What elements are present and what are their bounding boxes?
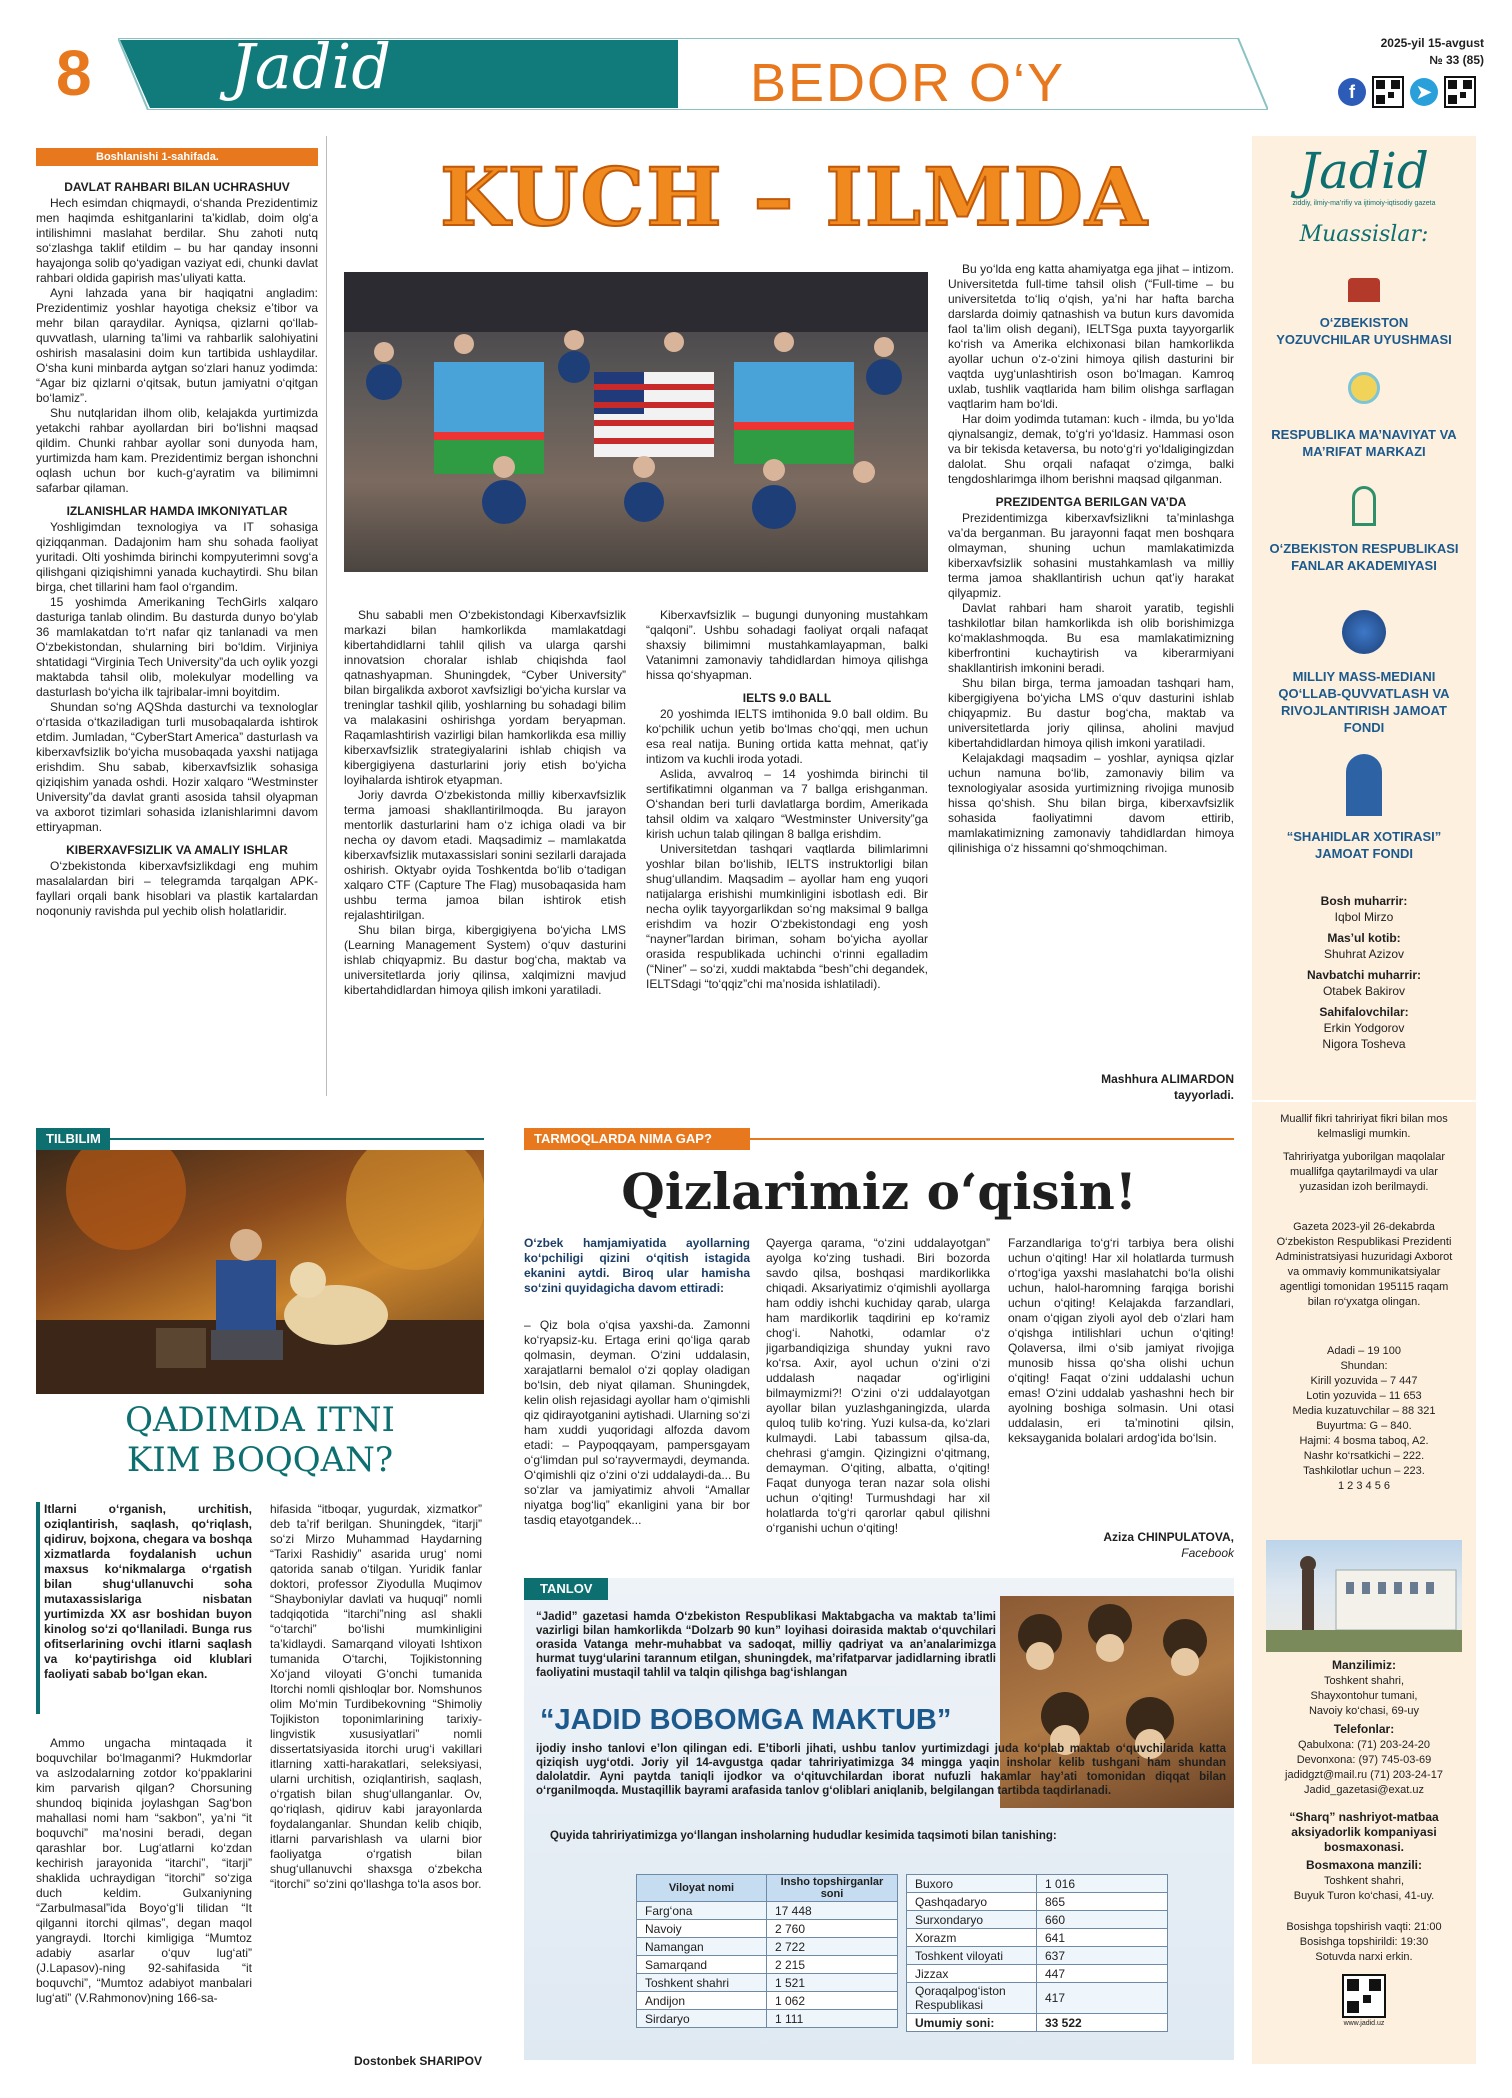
stats-line: Nashr ko‘rsatkichi – 222. bbox=[1303, 1450, 1425, 1462]
printer_addr-line: Buyuk Turon ko‘chasi, 41-uy. bbox=[1293, 1890, 1435, 1902]
tilbilim-photo bbox=[36, 1150, 484, 1394]
qr-code-icon bbox=[1444, 76, 1476, 108]
col-region-header: Viloyat nomi bbox=[637, 1875, 767, 1902]
tanlov-title: “JADID BOBOMGA MAKTUB” bbox=[540, 1704, 952, 1736]
times-line: Sotuvda narxi erkin. bbox=[1315, 1951, 1413, 1963]
address-line: Toshkent shahri, bbox=[1323, 1675, 1405, 1687]
sidebar-divider bbox=[1252, 1100, 1476, 1102]
stats-line: Adadi – 19 100 bbox=[1326, 1345, 1401, 1357]
region-cell: Sirdaryo bbox=[637, 2010, 767, 2028]
times-line: Bosishga topshirish vaqti: 21:00 bbox=[1286, 1921, 1442, 1933]
table-row bbox=[637, 1992, 898, 2010]
stats-line: Lotin yozuvida – 11 653 bbox=[1306, 1390, 1422, 1402]
tilbilim-tag: TILBILIM bbox=[46, 1131, 101, 1146]
website-qr-icon bbox=[1342, 1974, 1386, 2018]
tanlov-table-left bbox=[636, 1874, 898, 2028]
tilbilim-lead: Itlarni o‘rganish, urchitish, oziqlantirish, saqlash, qo‘riqlash, qidiruv, bojxona, chegara va boshqa xizmatlarda foydalanish uchun maxsus ko‘nikmalarga o‘rgatish bilan shug‘ullanuvchi soha mutaxassislariga nisbatan yurtimizda XX asr boshidan buyon kinolog so‘zi qo‘llaniladi. Bunga rus ofitserlarining ovchi itlarni saqlash va ko‘paytirishga oid klublari faoliyati sabab bo‘lgan ekan. bbox=[44, 1502, 252, 1681]
region-cell: Samarqand bbox=[637, 1956, 767, 1974]
count-cell: 1 016 bbox=[1037, 1875, 1168, 1893]
continuation-label: Boshlanishi 1-sahifada. bbox=[36, 148, 318, 166]
region-cell: Surxondaryo bbox=[907, 1911, 1037, 1929]
tanlov-body: ijodiy insho tanlovi e’lon qilingan edi. E’tiborli jihati, ushbu tanlov yurtimizdagi juda ko‘plab maktab o‘quvchilarida katta qiziqish uyg‘otdi. Joriy yil 14-avgustga qadar tahririyatimizga 34 mingga yaqin insholar kelib tushgani ham shundan dalolatdir. Ayni paytda taniqli ijodkor va o‘qituvchilardan iborat nufuzli hakamlar hay’ati tomonidan diqqat bilan o‘rganilmoqda. Mustaqillik bayrami arafasida tanlov g‘oliblari aniqlanib, belgilangan tartibda taqdirlanadi. bbox=[536, 1743, 1226, 1797]
mass-media-fund-emblem bbox=[1342, 610, 1386, 654]
tilbilim-author: Dostonbek SHARIPOV bbox=[353, 2054, 482, 2068]
region-cell: Andijon bbox=[637, 1992, 767, 2010]
tarmoq-lead: O‘zbek hamjamiyatida ayollarning ko‘pchiligi qizini o‘qitish istagida ekanini aytdi. Biroq ular hamisha so‘zini quyidagicha davom ettiradi: bbox=[524, 1236, 750, 1295]
tarmoq-column-2: Qayerga qarama, “o‘zini uddalayotgan” ayolga ko‘zing tushadi. Biri bozorda savdo qilsa, boshqasi mardikorlikka chiqadi. Aksariyatimiz o‘qimishli ayollarga ham oddiy ishchi kuchiday qarab, ularga ham mardikorlik taqdirini ep ko‘ramiz chog‘i. Nahotki, odamlar o‘z jigarbandiqiziga shunday yukni ravo ko‘rsa. Axir, ayol uchun o‘zini o‘zi uddalash naqadar og‘irligini bilmaymizmi?! O‘zini o‘zi uddalayotgan ayollar bilan yuzlashganingizda, ularda quloq tulib ko‘ring. Yuzi kulsa-da, ko‘zlari kulmaydi. Labi tabassum qilsa-da, chehrasi g‘amgin. Qizingizni o‘qitmang, demayman. O‘qiting, albatta, o‘qiting! Faqat dunyoga teran nazar sola olishi uchun o‘qiting! Turmushdagi har xil holatlarda to‘g‘ri qarorlar qabul qilishni o‘rganishi uchun o‘qiting! bbox=[766, 1236, 990, 1535]
lead-marker bbox=[36, 1502, 40, 1714]
paragraph: Yoshligimdan texnologiya va IT sohasiga qiziqqanman. Dadajonim ham shu sohada faoliyat yuritadi. Olti yoshimda birinchi kompyuterimni sovg‘a qilishgani qiziqishimni yanada kuchaytirdi. Shu bilan birga, chet tillarini ham faol o‘rgandim. bbox=[36, 520, 318, 594]
address bbox=[1252, 1674, 1476, 1719]
staff-role: Mas’ul kotib: bbox=[1327, 931, 1401, 945]
region-cell: Namangan bbox=[637, 1938, 767, 1956]
phones-line: Devonxona: (97) 745-03-69 bbox=[1296, 1754, 1432, 1766]
sidebar-logo: Jadid bbox=[1299, 142, 1429, 200]
count-cell: 447 bbox=[1037, 1965, 1168, 1983]
header-logo: Jadid bbox=[230, 30, 392, 103]
count-cell: 637 bbox=[1037, 1947, 1168, 1965]
tanlov-tag: TANLOV bbox=[540, 1581, 593, 1596]
count-cell: 33 522 bbox=[1037, 2014, 1168, 2032]
print-stats bbox=[1252, 1344, 1476, 1494]
table-row bbox=[907, 1911, 1168, 1929]
region-cell: Toshkent viloyati bbox=[907, 1947, 1037, 1965]
founders-label: Muassislar: bbox=[1299, 222, 1429, 247]
page-number: 8 bbox=[56, 37, 92, 109]
tilbilim-column-2: hifasida “itboqar, yugurdak, xizmatkor” deb ta’rif berilgan. Shuningdek, “itarji” so‘zi Mirzo Muhammad Haydarning “Tarixi Rashidiy” asarida urug‘ nomi qatorida sanab o‘tilgan. Yuridik fanlar doktori, professor Ziyodulla Muqimov “Shayboniylar davlati va huquqi” nomli tadqiqotida “itarchi”ning asl shakli “o‘tarchi” bo‘lishi mumkinligini ta’kidlaydi. Samarqand viloyati Ishtixon tumanida O‘tarchi, Tojikistonning Xo‘jand viloyati G‘onchi tumanida Itorchi nomli qishloqlar bor. Nomshunos olim Mo‘min Turdibekovning “Shimoliy Tojikiston toponimlarining tarixiy-lingvistik xususiyatlari” nomli dissertatsiyasida itorchi urug‘i vakillari itlarning xatti-harakatlari, seleksiyasi, ularni urchitish, oziqlantirish, saqlash, o‘rgatish bilan shug‘ullanganlar. Ov, qo‘riqlash, qidiruv kabi jarayonlarda foydalanganlar. Shundan kelib chiqib, itlarni parvarishlash va ularni bior faoliyatga o‘rgatish bilan shug‘ullanuvchi shaxsga o‘zbekcha “itorchi” so‘zini qo‘llashga to‘la asos bor. bbox=[270, 1502, 482, 1891]
spiritual-center-emblem bbox=[1348, 372, 1380, 404]
issue-number: № 33 (85) bbox=[1429, 53, 1484, 67]
subheading: KIBERXAVFSIZLIK VA AMALIY ISHLAR bbox=[66, 843, 288, 857]
count-cell: 17 448 bbox=[767, 1902, 898, 1920]
staff-role: Bosh muharrir: bbox=[1320, 894, 1408, 908]
tilbilim-title-1: QADIMDA ITNI bbox=[125, 1400, 395, 1440]
group-photo bbox=[344, 272, 928, 572]
print-times bbox=[1252, 1920, 1476, 1965]
paragraph: Shu nutqlaridan ilhom olib, kelajakda yurtimizda yetakchi rahbar ayollardan biri bo‘lishni maqsad qildim. Chunki rahbar ayollar soni dunyoda ham, yurtimizda ham kam. Prezidentimiz bergan ishonchni oqlash uchun bor kuch-g‘ayratim va bilimimni safarbar qilaman. bbox=[36, 406, 318, 495]
tarmoq-tag: TARMOQLARDA NIMA GAP? bbox=[534, 1131, 712, 1146]
subheading: DAVLAT RAHBARI BILAN UCHRASHUV bbox=[64, 180, 290, 194]
sidebar-tagline: ziddiy, ilmiy-ma’rifiy va ijtimoiy-iqtisodiy gazeta bbox=[1292, 200, 1436, 207]
tilbilim-title-2: KIM BOQQAN? bbox=[126, 1440, 394, 1480]
phones-line: Qabulxona: (71) 203-24-20 bbox=[1297, 1739, 1431, 1751]
founder-4: MILLIY MASS-MEDIANI QO‘LLAB-QUVVATLASH VA RIVOJLANTIRISH JAMOAT FONDI bbox=[1278, 669, 1450, 735]
article-author-role: tayyorladi. bbox=[1173, 1088, 1234, 1102]
count-cell: 660 bbox=[1037, 1911, 1168, 1929]
region-cell: Farg‘ona bbox=[637, 1902, 767, 1920]
region-cell: Qoraqalpog‘iston Respublikasi bbox=[907, 1983, 1037, 2014]
issue-date: 2025-yil 15-avgust bbox=[1380, 36, 1484, 50]
writers-union-emblem bbox=[1348, 278, 1380, 302]
paragraph: Ayni lahzada yana bir haqiqatni angladim: Prezidentimiz yoshlar hayotiga cheksiz e’tibor va mehr bilan qaraydilar. Ayniqsa, qizlarni qo‘llab-quvvatlash, ularning ta’limi va rahbarlik salohiyatini oshirish masalasini doim kun tartibida ushlaydilar. O‘sha kuni minbarda aytgan so‘zlari hanuz yodimda: “Agar biz qizlarni o‘qitsak, butun jamiyatni o‘qitgan bo‘lamiz”. bbox=[36, 286, 318, 405]
phones-label: Telefonlar: bbox=[1333, 1722, 1395, 1736]
printer_addr-line: Toshkent shahri, bbox=[1323, 1875, 1405, 1887]
founder-2: RESPUBLIKA MA’NAVIYAT VA MA’RIFAT MARKAZI bbox=[1271, 427, 1457, 459]
staff-role: Sahifalovchilar: bbox=[1319, 1005, 1409, 1019]
phones-line: Jadid_gazetasi@exat.uz bbox=[1303, 1784, 1425, 1796]
count-cell: 1 521 bbox=[767, 1974, 898, 1992]
paragraph: Shundan so‘ng AQShda dasturchi va texnologlar o‘rtasida o‘tkaziladigan turli musobaqalarda ishtirok etdim. Jumladan, “CyberStart America” dasturlash va kiberxavfsizlik bo‘yicha musobaqada yaxshi natijaga erishdim. Shu sabab, kiberxavfsizlik sohasiga qiziqishim yanada oshdi. Hozir xalqaro “Westminster University”da davlat granti asosida tahsil olyapman va axborot tizimlari sohasida izlanishlarimni davom ettiryapman. bbox=[36, 700, 318, 834]
article-column-3 bbox=[646, 608, 928, 1108]
stats-line: Kirill yozuvida – 7 447 bbox=[1310, 1375, 1418, 1387]
count-cell: 1 062 bbox=[767, 1992, 898, 2010]
printer-name: “Sharq” nashriyot-matbaa aksiyadorlik kompaniyasi bosmaxonasi. bbox=[1289, 1810, 1439, 1854]
phones bbox=[1252, 1738, 1476, 1798]
facebook-icon[interactable]: f bbox=[1338, 78, 1366, 106]
subheading: IZLANISHLAR HAMDA IMKONIYATLAR bbox=[66, 504, 288, 518]
table-row bbox=[637, 1956, 898, 1974]
count-cell: 417 bbox=[1037, 1983, 1168, 2014]
subheading: PREZIDENTGA BERILGAN VA’DA bbox=[995, 495, 1187, 509]
sidebar bbox=[1252, 136, 1476, 2064]
paragraph: Joriy davrda O‘zbekistonda milliy kiberxavfsizlik terma jamoasi shakllantirilmoqda. Bu jarayon mentorlik dasturlarini ham o‘z ichiga oladi va bir necha oy davom etadi. Maqsadimiz – mamlakatda kiberxavfsizlik mutaxassislari sonini sezilarli darajada oshirish. Oktyabr oyida Toshkentda bo‘lib o‘tadigan xalqaro CTF (Capture The Flag) musobaqasida ham ushbu terma jamoa bilan ishtirok etish rejalashtirilgan. bbox=[344, 788, 626, 922]
paragraph: Prezidentimizga kiberxavfsizlikni ta’minlashga va’da berganman. Bu jarayonni faqat men boshqara olmayman, shuning uchun mamlakatimizda kiberxavfsizlik sohasini mustahkamlash va milliy terma jamoa shakllantirish uchun qat’iy harakat qilyapmiz. bbox=[948, 511, 1234, 600]
academy-emblem bbox=[1352, 486, 1376, 526]
qr-code-icon bbox=[1372, 76, 1404, 108]
paragraph: Universitetdan tashqari vaqtlarda bilimlarimni yoshlar bilan bo‘lishib, IELTS instruktorligi bilan shug‘ullandim. Maqsadim – ayollar ham eng yuqori natijalarga erishishi mumkinligini isbotlash edi. Bir necha oylik tayyorgarlikdan so‘ng maksimal 9 ballga erishdim va hozir O‘zbekistondagi eng yosh “nayner”lardan biriman, soham bo‘yicha ayollar orasida respublikada uchinchi o‘rinni egalladim (“Niner” – so‘zi, xuddi maktabda “besh”chi degandek, IELTSdagi “to‘qqiz”chi ma’nosida ishlatiladi). bbox=[646, 842, 928, 991]
region-cell: Navoiy bbox=[637, 1920, 767, 1938]
paragraph: Shu bilan birga, kibergigiyena bo‘yicha LMS (Learning Management System) o‘quv dasturini ishlab chiqyapmiz. Bu dastur bog‘cha, maktab va universitetlarda joriy qilinsa, xalqimizni mavjud kibertahdidlardan himoya qilish imkoni yaratiladi. bbox=[344, 923, 626, 997]
tanlov-table-right bbox=[906, 1874, 1168, 2032]
count-cell: 2 722 bbox=[767, 1938, 898, 1956]
staff-name: Erkin Yodgorov bbox=[1323, 1021, 1405, 1035]
tarmoq-rule bbox=[750, 1138, 1234, 1140]
founder-3: O‘ZBEKISTON RESPUBLIKASI FANLAR AKADEMIYASI bbox=[1269, 541, 1459, 573]
staff-name: Iqbol Mirzo bbox=[1334, 910, 1394, 924]
paragraph: Aslida, avvalroq – 14 yoshimda birinchi til sertifikatimni olganman va 7 ballga erishganman. O‘shandan beri turli davlatlarga bordim, Amerikada tahsil oldim va xalqaro “Westminster University”ga kirish uchun talab qilingan 8 ballga erishdim. bbox=[646, 767, 928, 841]
table-row bbox=[637, 1920, 898, 1938]
section-title: BEDOR O‘Y bbox=[750, 53, 1066, 113]
registration-info: Gazeta 2023-yil 26-dekabrda O‘zbekiston Respublikasi Prezidenti Administratsiyasi huzuridagi Axborot va ommaviy kommunikatsiyalar agentligi tomonidan 195115 raqam bilan ro‘yxatga olingan. bbox=[1275, 1221, 1453, 1308]
table-row bbox=[907, 2014, 1168, 2032]
table-row bbox=[907, 1947, 1168, 1965]
count-cell: 2 760 bbox=[767, 1920, 898, 1938]
table-row bbox=[907, 1875, 1168, 1893]
paragraph: Har doim yodimda tutaman: kuch - ilmda, bu yo‘lda qiynalsangiz, demak, to‘g‘ri yo‘ldasiz. Hammasi oson va bir tekisda ketaversa, bu noto‘g‘ri yo‘ldaligingizdan dalolat. Shu orqali nafaqat o‘zimga, balki tengdoshlarimga ilhom berishni maqsad qilganman. bbox=[948, 412, 1234, 486]
table-row bbox=[637, 1902, 898, 1920]
paragraph: Kelajakdagi maqsadim – yoshlar, ayniqsa qizlar uchun namuna bo‘lib, zamonaviy bilim va texnologiyalar asosida yurtimizning rivojiga munosib hissa qo‘shish. Shu bilan birga, kiberxavfsizlik sohasida faoliyatimni davom ettirib, mamlakatimizning zamonaviy tahdidlardan himoya qilinishiga o‘z hissamni qo‘shmoqchiman. bbox=[948, 751, 1234, 855]
article-column-4 bbox=[948, 262, 1234, 1072]
printer-address-label: Bosmaxona manzili: bbox=[1305, 1858, 1423, 1872]
shahidlar-emblem bbox=[1346, 754, 1382, 816]
article-column-2 bbox=[344, 608, 626, 1108]
tarmoq-title: Qizlarimiz o‘qisin! bbox=[621, 1162, 1137, 1221]
paragraph: Hech esimdan chiqmaydi, o‘shanda Prezidentimiz men haqimda eshitganlarini ta’kidlab, doim olg‘a intilishimni maslahat berdilar. Shu zahoti nutq so‘zlashga taklif etildim – bu har qanday insonni hayajonga solib qo‘yadigan vaziyat edi, chunki davlat rahbari oldida gapirish mas’uliyati katta. bbox=[36, 196, 318, 285]
paragraph: Shu sababli men O‘zbekistondagi Kiberxavfsizlik markazi bilan hamkorlikda mamlakatdagi kibertahdidlarni tahlil qilish va ularga qarshi innovatsion choralar ishlab chiqishda faol qatnashyapman. Shuningdek, “Cyber University” bilan birgalikda axborot xavfsizligi bo‘yicha kurslar va treninglar tashkil qilib, yoshlarning bu sohadagi bilim va malakasini oshirishga yordam beryapman. Raqamlashtirish vazirligi bilan hamkorlikda esa milliy kiberxavfsizlik strategiyalarini ishlab chiqish va kibergigiyena dasturlarini joriy etish bo‘yicha loyihalarda ishtirok etyapman. bbox=[344, 608, 626, 787]
region-cell: Buxoro bbox=[907, 1875, 1037, 1893]
paragraph: O‘zbekistonda kiberxavfsizlikdagi eng muhim masalalardan biri – telegramda tarqalgan APK-fayllari orqali bank hisoblari va plastik kartalardan noqonuniy ravishda pul yechib olish holatlaridir. bbox=[36, 859, 318, 918]
article-title: KUCH – ILMDA bbox=[440, 150, 1150, 244]
address-label: Manzilimiz: bbox=[1331, 1658, 1396, 1672]
table-row bbox=[907, 1893, 1168, 1911]
table-row bbox=[637, 2010, 898, 2028]
region-cell: Toshkent shahri bbox=[637, 1974, 767, 1992]
paragraph: 20 yoshimda IELTS imtihonida 9.0 ball oldim. Bu ko‘pchilik uchun yetib bo‘lmas cho‘qqi, men uchun esa real natija. Buning ortida katta mehnat, qat’iy intizom va kuchli iroda yotadi. bbox=[646, 707, 928, 766]
phones-line: jadidgzt@mail.ru (71) 203-24-17 bbox=[1285, 1769, 1443, 1781]
stats-line: Shundan: bbox=[1340, 1360, 1388, 1372]
address-line: Shayxontohur tumani, bbox=[1310, 1690, 1418, 1702]
table-row bbox=[637, 1974, 898, 1992]
tarmoq-column-1: – Qiz bola o‘qisa yaxshi-da. Zamonni ko‘ryapsiz-ku. Ertaga erini qo‘liga qarab qolmasin, deyman. O‘zini uddalasin, xarajatlarni bemalol o‘zi qoplay oladigan bo‘lsin, deb niyat qilaman. Shuningdek, kelin olish rejasidagi ayollar ham o‘qimishli qiz qidirayotganini aytishadi. Ularning so‘zi ham xuddi yuqoridagi alfozda davom etadi: – Paypoqqayam, pampersgayam o‘g‘limdan pul so‘rayvermaydi, deymanda. O‘qimishli qiz o‘zini o‘zi uddalaydi-da... Bu so‘zlar va jamiyatimiz ahvoli “Amallar niyatga bog‘liq” ekanligini yana bir bor tasdiq etayotgandek... bbox=[524, 1318, 750, 1527]
disclaimer-2: Tahririyatga yuborilgan maqolalar muallifga qaytarilmaydi va ular yuzasidan izoh berilmaydi. bbox=[1282, 1151, 1446, 1193]
count-cell: 865 bbox=[1037, 1893, 1168, 1911]
article-author: Mashhura ALIMARDON bbox=[1101, 1072, 1234, 1086]
printer-address bbox=[1252, 1874, 1476, 1904]
telegram-icon[interactable]: ➤ bbox=[1410, 78, 1438, 106]
table-row bbox=[907, 1929, 1168, 1947]
staff-list bbox=[1252, 888, 1476, 1052]
stats-line: Hajmi: 4 bosma taboq, A2. bbox=[1299, 1435, 1429, 1447]
region-cell: Umumiy soni: bbox=[907, 2014, 1037, 2032]
tilbilim-rule bbox=[110, 1138, 484, 1140]
table-row bbox=[637, 1938, 898, 1956]
staff-name: Nigora Tosheva bbox=[1322, 1037, 1406, 1051]
table-row bbox=[907, 1965, 1168, 1983]
count-cell: 2 215 bbox=[767, 1956, 898, 1974]
paragraph: Kiberxavfsizlik – bugungi dunyoning mustahkam “qalqoni”. Ushbu sohadagi faoliyat orqali nafaqat shaxsiy bilimimni mustahkamlayapman, balki Vatanimni zamonaviy tahdidlardan himoya qilishga hissa qo‘shyapman. bbox=[646, 608, 928, 682]
stats-line: Tashkilotlar uchun – 223. bbox=[1303, 1465, 1425, 1477]
stats-line: Media kuzatuvchilar – 88 321 bbox=[1292, 1405, 1436, 1417]
building-photo bbox=[1266, 1540, 1462, 1652]
region-cell: Jizzax bbox=[907, 1965, 1037, 1983]
founder-1: O‘ZBEKISTON YOZUVCHILAR UYUSHMASI bbox=[1276, 315, 1452, 347]
count-cell: 641 bbox=[1037, 1929, 1168, 1947]
staff-role: Navbatchi muharrir: bbox=[1306, 968, 1422, 982]
website[interactable]: www.jadid.uz bbox=[1343, 2020, 1385, 2027]
region-cell: Xorazm bbox=[907, 1929, 1037, 1947]
paragraph: 15 yoshimda Amerikaning TechGirls xalqaro dasturiga tanlab olindim. Bu dasturda dunyo bo‘ylab 36 mamlakatdan to‘rt nafar qiz tanlanadi va men O‘zbekistondan, shularning biri bo‘ldim. Virjiniya shtatidagi “Virginia Tech University”da uch oylik yozgi maktabda tahsil olib, molekulyar modelling va dasturlash bo‘yicha ilk tajribalar-imni boyitdim. bbox=[36, 595, 318, 699]
table-row bbox=[907, 1983, 1168, 2014]
disclaimer-1: Muallif fikri tahririyat fikri bilan mos kelmasligi mumkin. bbox=[1280, 1113, 1448, 1140]
stats-line: Buyurtma: G – 840. bbox=[1316, 1420, 1412, 1432]
staff-name: Otabek Bakirov bbox=[1322, 984, 1406, 998]
article-column-1 bbox=[36, 172, 318, 1102]
staff-name: Shuhrat Azizov bbox=[1323, 947, 1405, 961]
tarmoq-column-3: Farzandlariga to‘g‘ri tarbiya bera olishi uchun o‘qiting! Har xil holatlarda turmush o‘rtog‘iga yaxshi maslahatchi bo‘la olishi uchun, halol-haromning farqiga borishi uchun o‘qiting! Kelajakda farzandlari, onam o‘qigan ziyoli ayol deb o‘zlari ham o‘qishga intilishlari uchun o‘qiting! Qolaversa, ilmi o‘sib jamiyat rivojiga munosib hissa qo‘sha olishi uchun o‘qiting! Faqat o‘zini uddalashi uchun emas! O‘zini uddalab yashashni hech bir ayolning boshiga solmasin. Uni otasi uddalasin, eri ta’minotini qilsin, keksayganida bolalari ardog‘ida bo‘lsin. bbox=[1008, 1236, 1234, 1445]
region-cell: Qashqadaryo bbox=[907, 1893, 1037, 1911]
tanlov-intro: “Jadid” gazetasi hamda O‘zbekiston Respublikasi Maktabgacha va maktab ta’limi vazirligi bilan hamkorlikda “Dolzarb 90 kun” loyihasi doirasida maktab o‘quvchilari orasida Vatanga mehr-muhabbat va sadoqat, milliy qadriyat va an’analarimizga hurmat tuyg‘ularini tarannum etilgan, shuningdek, ma’rifatparvar jadidlarning ibratli faoliyatini mustaqil tahlil va talqin qilishga bag‘ishlangan bbox=[536, 1611, 996, 1679]
paragraph: Davlat rahbari ham sharoit yaratib, tegishli tashkilotlar bilan hamkorlikda ish olib borishimizga ko‘maklashmoqda. Bu esa mamlakatimizning kiberfrontini kuchaytirish va kiberarmiyani shakllantirish imkonini beradi. bbox=[948, 601, 1234, 675]
founder-5: “SHAHIDLAR XOTIRASI” JAMOAT FONDI bbox=[1286, 829, 1442, 861]
address-line: Navoiy ko‘chasi, 69-uy bbox=[1308, 1705, 1420, 1717]
paragraph: Bu yo‘lda eng katta ahamiyatga ega jihat – intizom. Universitetda full-time tahsil olish (“Full-time – bu universitetda to‘liq o‘qish, ya’ni har hafta barcha darslarda doimiy qatnashish va butun kurs davomida faol ta’lim olish degani), IELTSga puxta tayyorgarlik ko‘rish va Amerika elchixonasi bilan hamkorlikda ayollar uchun o‘z-o‘zini himoya qilish dasturini bir vaqtda uyg‘unlashtirish oson bo‘lmagan. Kamroq uxlab, tushlik vaqtlarida ham bilim olishga sarflagan vaqtlarim ham bo‘ldi. bbox=[948, 262, 1234, 411]
tanlov-table-caption: Quyida tahririyatimizga yo‘llangan insholarning hududlar kesimida taqsimoti bilan tanishing: bbox=[550, 1830, 1057, 1842]
times-line: Bosishga topshirildi: 19:30 bbox=[1299, 1936, 1429, 1948]
tarmoq-source: Facebook bbox=[1181, 1546, 1234, 1560]
stats-line: 1 2 3 4 5 6 bbox=[1338, 1480, 1390, 1492]
count-cell: 1 111 bbox=[767, 2010, 898, 2028]
subheading: IELTS 9.0 BALL bbox=[742, 691, 832, 705]
tarmoq-author: Aziza CHINPULATOVA, bbox=[1103, 1530, 1234, 1544]
paragraph: Shu bilan birga, terma jamoadan tashqari ham, kibergigiyena bo‘yicha LMS o‘quv dasturini ishlab chiqyapmiz. Bu dastur bog‘cha, maktab va universitetlarda joriy qilinsa, aholini mavjud kibertahdidlardan himoya qilish imkoni yaratiladi. bbox=[948, 676, 1234, 750]
tilbilim-column-1: Ammo ungacha mintaqada it boquvchilar bo‘lmaganmi? Hukmdorlar va aslzodalarning zotdor ko‘ppaklarini kim parvarish qilgan? Chorsuning shundoq biqinida joylashgan Sag‘bon mahallasi nomi ham “sakbon”, ya’ni “it boquvchi” ma’nosini beradi, degan qarashlar bor. Lug‘atlarni ko‘zdan kechirish jarayonida “itarchi”, “itarji” shaklida uchraydigan “itorchi” so‘ziga duch keldim. Gulxaniyning “Zarbulmasal”ida Boyo‘g‘li tilidan “It qilganni itorchi qilmas”, degan maqol yangraydi. Itorchi kimligiga “Mumtoz adabiy asarlar o‘quv lug‘ati” (J.Lapasov)-ning 92-sahifasida “it boquvchi”, “Mumtoz adabiyot manbalari lug‘ati” (V.Rahmonov)ning 166-sa- bbox=[36, 1736, 252, 2005]
col-count-header: Insho topshirganlar soni bbox=[767, 1875, 898, 1902]
column-divider bbox=[326, 136, 327, 1096]
